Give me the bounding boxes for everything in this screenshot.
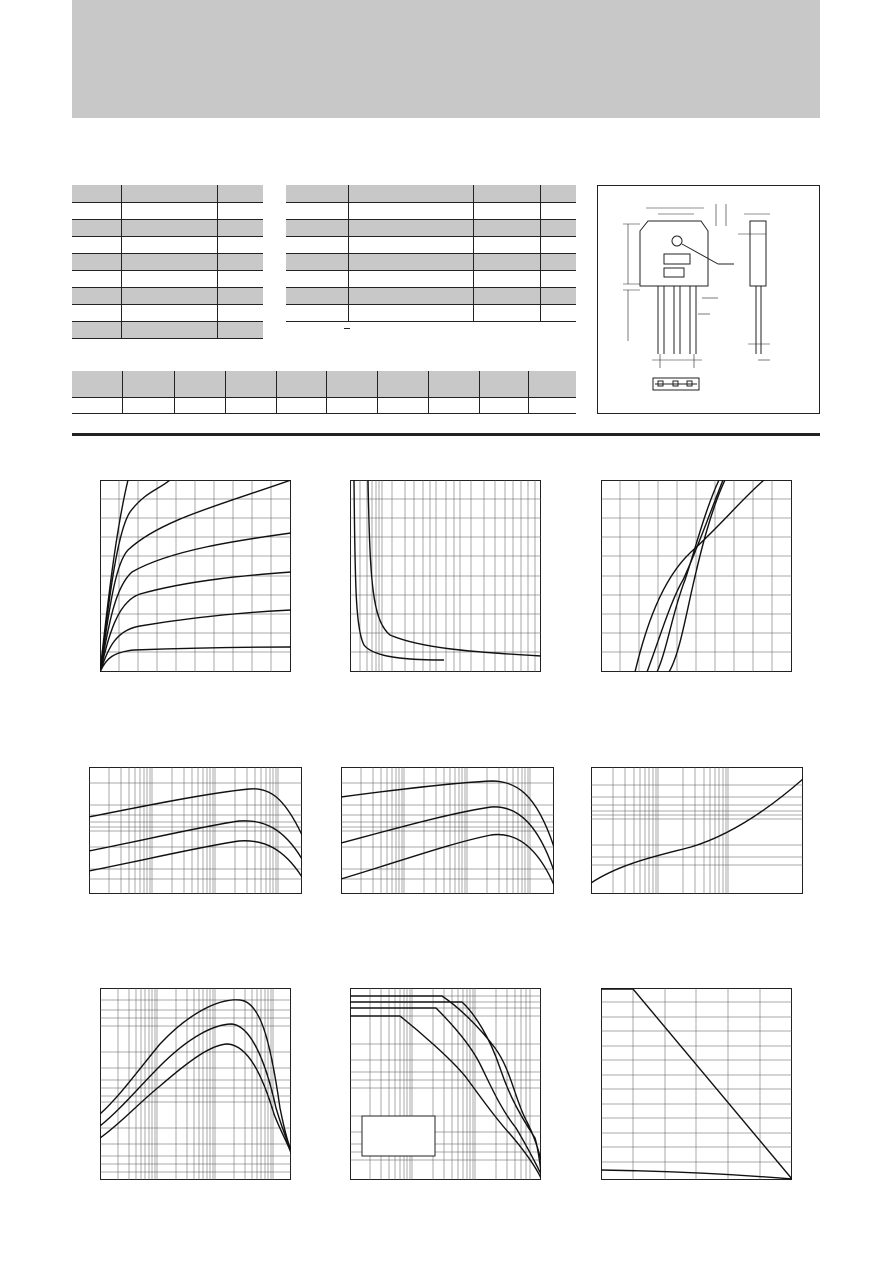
table-row bbox=[72, 271, 263, 288]
table-row bbox=[286, 254, 576, 271]
chart-vcesat-ic-svg bbox=[591, 767, 803, 894]
table-row bbox=[72, 220, 263, 237]
curves bbox=[591, 779, 803, 883]
grid bbox=[341, 767, 554, 894]
chart-hfe-ic-1 bbox=[89, 767, 302, 894]
curve bbox=[100, 1024, 291, 1150]
chart-ic-vbe-svg bbox=[601, 480, 792, 672]
grid bbox=[601, 480, 792, 672]
table-row bbox=[72, 203, 263, 220]
grid bbox=[591, 767, 803, 894]
chart-ft-ie bbox=[100, 988, 291, 1180]
curve bbox=[601, 989, 792, 1179]
chart-pc-ta-derating bbox=[601, 988, 792, 1180]
package-outline-box bbox=[597, 185, 820, 414]
chart-hfe-ic-2-svg bbox=[341, 767, 554, 894]
chart-hfe-ic-1-svg bbox=[89, 767, 302, 894]
grid bbox=[350, 480, 541, 672]
curve bbox=[100, 647, 291, 672]
curve bbox=[100, 1000, 291, 1150]
chart-safe-operating-area bbox=[350, 988, 541, 1180]
curves bbox=[601, 989, 792, 1179]
chart-ic-vce-svg bbox=[100, 480, 291, 672]
chart-vcesat-ic bbox=[591, 767, 803, 894]
section-divider bbox=[72, 433, 820, 436]
table-row bbox=[286, 237, 576, 254]
chart-vce-sat-ib bbox=[350, 480, 541, 672]
grid bbox=[89, 767, 302, 894]
table-row bbox=[72, 185, 263, 203]
chart-soa-svg bbox=[350, 988, 541, 1180]
chart-ft-ie-svg bbox=[100, 988, 291, 1180]
curve bbox=[591, 779, 803, 883]
curves bbox=[100, 1000, 291, 1153]
table-row bbox=[286, 288, 576, 305]
table-row bbox=[286, 305, 576, 322]
header-band bbox=[72, 0, 820, 118]
table-row bbox=[72, 305, 263, 322]
chart-ic-vbe bbox=[601, 480, 792, 672]
hfe-rank-table bbox=[72, 371, 576, 414]
table-row bbox=[72, 237, 263, 254]
chart-hfe-ic-2 bbox=[341, 767, 554, 894]
grid bbox=[100, 988, 291, 1180]
package-outline-drawing bbox=[598, 186, 819, 413]
table-row bbox=[72, 254, 263, 271]
table-row bbox=[286, 271, 576, 288]
curve bbox=[100, 610, 291, 672]
table-footnote-mark bbox=[344, 328, 350, 329]
table-row bbox=[72, 398, 576, 414]
table-row bbox=[286, 185, 576, 203]
table-row bbox=[286, 203, 576, 220]
chart-ic-vce bbox=[100, 480, 291, 672]
table-row bbox=[72, 371, 576, 398]
table-row bbox=[286, 220, 576, 237]
grid bbox=[601, 988, 792, 1180]
table-row bbox=[72, 288, 263, 305]
table-row bbox=[72, 322, 263, 339]
chart-vce-sat-ib-svg bbox=[350, 480, 541, 672]
chart-pc-ta-svg bbox=[601, 988, 792, 1180]
curve bbox=[601, 1170, 792, 1179]
legend-box bbox=[362, 1116, 435, 1156]
curve bbox=[100, 572, 291, 672]
curve bbox=[368, 480, 541, 656]
ratings-table-left bbox=[72, 185, 263, 339]
characteristics-table bbox=[286, 185, 576, 322]
